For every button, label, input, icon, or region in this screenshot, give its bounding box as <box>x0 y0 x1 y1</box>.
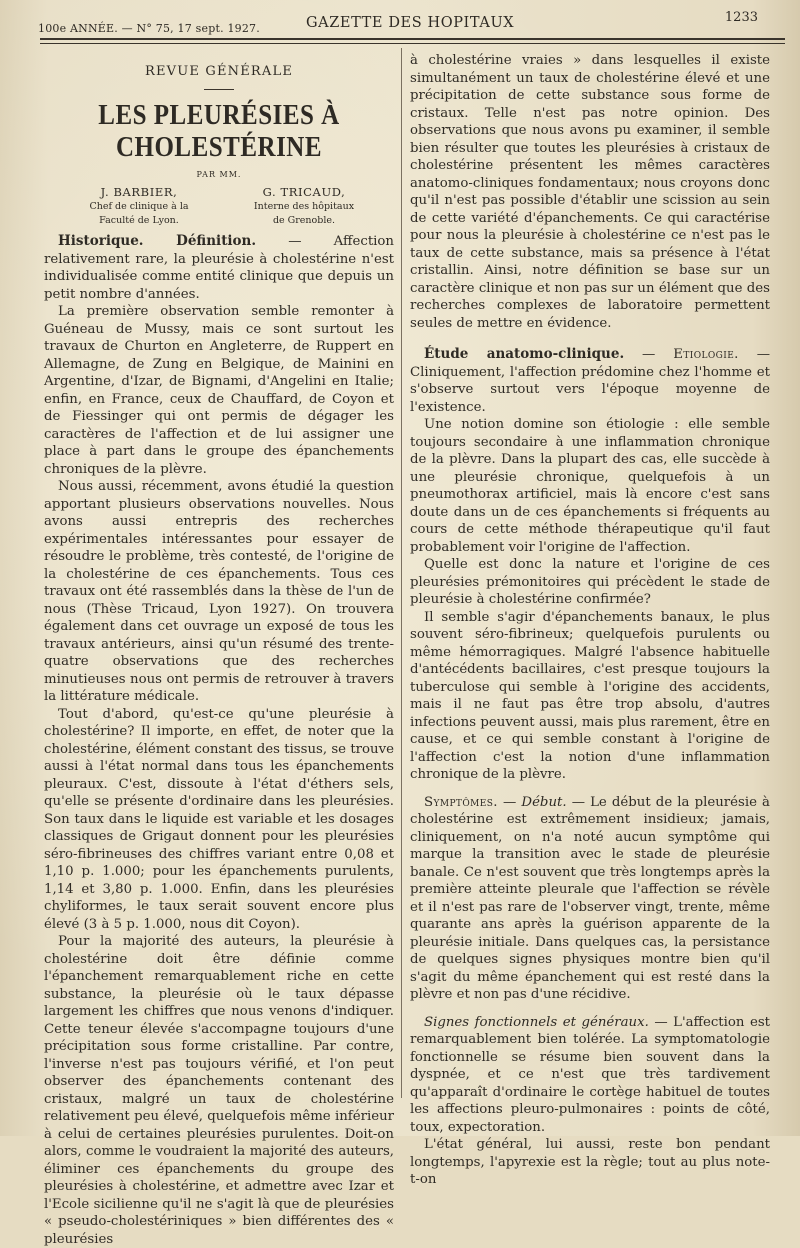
right-column <box>410 52 770 1189</box>
spacer <box>410 332 770 346</box>
paragraph-signes <box>410 1014 770 1137</box>
paragraph-text: — L'affection est remarquablement bien tolérée. La symptomatologie fonctionnelle se résume bien souvent dans la dyspnée, et ce n'est que très tardivement qu'apparaît d'ordinaire le cortège habituel de toutes les affections pleuro-pulmonaires : points de côté, toux, expectoration. <box>410 1014 770 1135</box>
article-title: LES PLEURÉSIES À CHOLESTÉRINE <box>98 99 340 164</box>
left-column <box>44 62 394 1248</box>
subheading-signes: Signes fonctionnels et généraux. <box>424 1014 649 1030</box>
paragraph-historique <box>44 233 394 303</box>
paragraph: Pour la majorité des auteurs, la pleurésie à cholestérine doit être définie comme l'épanchement remarquablement riche en cette substance, la pleurésie où le taux dépasse largement les chiffres que nous venons d'indiquer. Cette teneur élevée s'accompagne toujours d'une précipitation sous forme cristalline. Par contre, l'inverse n'est pas toujours vérifié, et l'on peut observer des épanchements contenant des cristaux, malgré un taux de cholestérine relativement peu élevé, quelquefois même inférieur à celui de certaines pleurésies purulentes. Doit-on alors, comme le voudraient la majorité des auteurs, éliminer ces épanchements du groupe des pleurésies à cholestérine, et admettre avec Izar et l'Ecole sicilienne qu'il ne s'agit là que de pleurésies « pseudo-cholestériniques » bien différentes des « pleurésies <box>44 934 394 1247</box>
paragraph: Il semble s'agir d'épanchements banaux, le plus souvent séro-fibrineux; quelquefois purulents ou même hémorragiques. Malgré l'absence habituelle d'antécédents bacillaires, c'est presque toujours la tuberculose qui semble à l'origine des accidents, mais il ne faut pas être trop absolu, d'autres infections peuvent aussi, mais plus rarement, être en cause, et ce qui semble constant à l'origine de l'affection c'est la notion d'une inflammation chronique de la plèvre. <box>410 609 770 782</box>
author-role: Chef de clinique à la <box>89 201 189 212</box>
paragraph-text: — Cliniquement, l'affection prédomine chez l'homme et s'observe surtout vers l'époque moyenne de l'existence. <box>410 347 770 415</box>
author-role: de Grenoble. <box>272 215 336 226</box>
paragraph: L'état général, lui aussi, reste bon pendant longtemps, l'apyrexie est la règle; tout au plus note-t-on <box>410 1137 770 1187</box>
paragraph-symptomes: Symptômes. — Début. — Le début de la pleurésie à cholestérine est extrêmement insidieux; jamais, cliniquement, on n'a noté aucun symptôme qui marque la transition avec le stade de pleurésie banale. Ce n'est souvent que très longtemps après la première atteinte pleurale que l'affection se révèle et il n'est pas rare de l'observer vingt, trente, même quarante ans après la guérison apparente de la pleurésie initiale. Dans quelques cas, la persistance de quelques signes physiques montre bien qu'il s'agit du même épanchement qui est resté dans la plèvre et non pas d'une récidive. <box>410 794 770 1002</box>
paragraph-etude: Étude anatomo-clinique. — Etiologie. — Cliniquement, l'affection prédomine chez l'homme et s'observe surtout vers l'époque moyenne de l'existence. <box>410 346 770 415</box>
subheading-debut: Début. <box>521 794 567 810</box>
spacer <box>410 784 770 794</box>
author-name: G. TRICAUD, <box>262 185 346 199</box>
spacer <box>410 1004 770 1014</box>
header-rule <box>40 38 785 40</box>
paragraph: La première observation semble remonter à Guéneau de Mussy, mais ce sont surtout les travaux de Churton en Angleterre, de Ruppert en Allemagne, de Zung en Belgique, de Mainini en Argentine, d'Izar, de Bignami, d'Angelini en Italie; enfin, en France, ceux de Chauffard, de Coyon et de Fiessinger qui ont permis de dégager les caractères de l'affection et de lui assigner une place à part dans le groupe des épanchements chroniques de la plèvre. <box>44 304 394 477</box>
heading-etude: Étude anatomo-clinique. <box>424 346 625 362</box>
paragraph: Quelle est donc la nature et l'origine de ces pleurésies prémonitoires qui précèdent le stade de pleurésie à cholestérine confirmée? <box>410 557 770 607</box>
section-rule <box>204 89 234 90</box>
page-header <box>38 10 778 38</box>
author-role: Faculté de Lyon. <box>99 215 179 226</box>
paragraph: Nous aussi, récemment, avons étudié la question apportant plusieurs observations nouvelles. Nous avons aussi entrepris des recherches expérimentales intéressantes pour essayer de résoudre le problème, très contesté, de l'origine de la cholestérine de ces épanchements. Tous ces travaux ont été rassemblés dans la thèse de l'un de nous (Thèse Tricaud, Lyon 1927). On trouvera également dans cet ouvrage un exposé de tous les travaux antérieurs, ainsi qu'un résumé des trente-quatre observations que des recherches minutieuses nous ont permis de retrouver à travers la littérature médicale. <box>44 479 394 704</box>
author-tricaud <box>224 185 384 227</box>
paragraph: à cholestérine vraies » dans lesquelles il existe simultanément un taux de cholestérine élevé et une précipitation de cette substance sous forme de cristaux. Telle n'est pas notre opinion. Des observations que nous avons pu examiner, il semble bien résulter que toutes les pleurésies à cristaux de cholestérine présentent les mêmes caractères anatomo-cliniques fondamentaux; nous croyons donc qu'il n'est pas possible d'établir une scission au sein de cette variété d'épanchements. Ce qui caractérise pour nous la pleurésie à cholestérine ce n'est pas le taux de cette substance, mais sa présence à l'état cristallin. Ainsi, notre définition se base sur un caractère clinique et non pas sur un élément que des recherches complexes de laboratoire permettent seules de mettre en évidence. <box>410 53 770 331</box>
header-rule-thin <box>40 43 785 44</box>
heading-historique: Historique. Définition. <box>58 233 257 249</box>
byline: PAR MM. <box>196 170 242 179</box>
journal-title: GAZETTE DES HOPITAUX <box>306 15 515 31</box>
paragraph-text: — Affection relativement rare, la pleurésie à cholestérine n'est individualisée comme entité clinique que depuis un petit nombre d'années. <box>44 234 394 302</box>
subheading-etiologie: Etiologie. <box>673 347 739 362</box>
author-name: J. BARBIER, <box>100 185 178 199</box>
authors <box>44 185 394 233</box>
paragraph: Tout d'abord, qu'est-ce qu'une pleurésie à cholestérine? Il importe, en effet, de noter que la cholestérine, élément constant des tissus, se trouve aussi à l'état normal dans tous les épanchements pleuraux. C'est, dissoute à l'état d'éthers sels, qu'elle se présente d'ordinaire dans les pleurésies. Son taux dans le liquide est variable et les dosages classiques de Grigaut donnent pour les pleurésies séro-fibrineuses des chiffres variant entre 0,08 et 1,10 p. 1.000; pour les épanchements purulents, 1,14 et 3,80 p. 1.000. Enfin, dans les pleurésies chyliformes, le taux serait souvent encore plus élevé (3 à 5 p. 1.000, nous dit Coyon). <box>44 706 394 932</box>
subheading-symptomes: Symptômes. <box>424 794 498 810</box>
author-role: Interne des hôpitaux <box>253 201 355 212</box>
paragraph-text: — Le début de la pleurésie à cholestérine est extrêmement insidieux; jamais, cliniquement, on n'a noté aucun symptôme qui marque la transition avec le stade de pleurésie banale. Ce n'est souvent que très longtemps après la première atteinte pleurale que l'affection se révèle et il n'est pas rare de l'observer vingt, trente, même quarante ans après la guérison apparente de la pleurésie initiale. Dans quelques cas, la persistance de quelques signes physiques montre bien qu'il s'agit du même épanchement qui est resté dans la plèvre et non pas d'une récidive. <box>410 794 770 1002</box>
author-barbier <box>64 185 214 227</box>
paragraph: Une notion domine son étiologie : elle semble toujours secondaire à une inflammation chronique de la plèvre. Dans la plupart des cas, elle succède à une pleurésie chronique, quelquefois à un pneumothorax artificiel, mais là encore c'est sans doute dans un de ces épanchements si fréquents au cours de cette méthode thérapeutique qu'il faut probablement voir l'origine de l'affection. <box>410 417 770 555</box>
column-separator <box>401 48 402 1098</box>
page-number: 1233 <box>724 10 758 25</box>
issue-info: 100e ANNÉE. — N° 75, 17 sept. 1927. <box>38 22 260 35</box>
section-label: REVUE GÉNÉRALE <box>144 64 294 79</box>
